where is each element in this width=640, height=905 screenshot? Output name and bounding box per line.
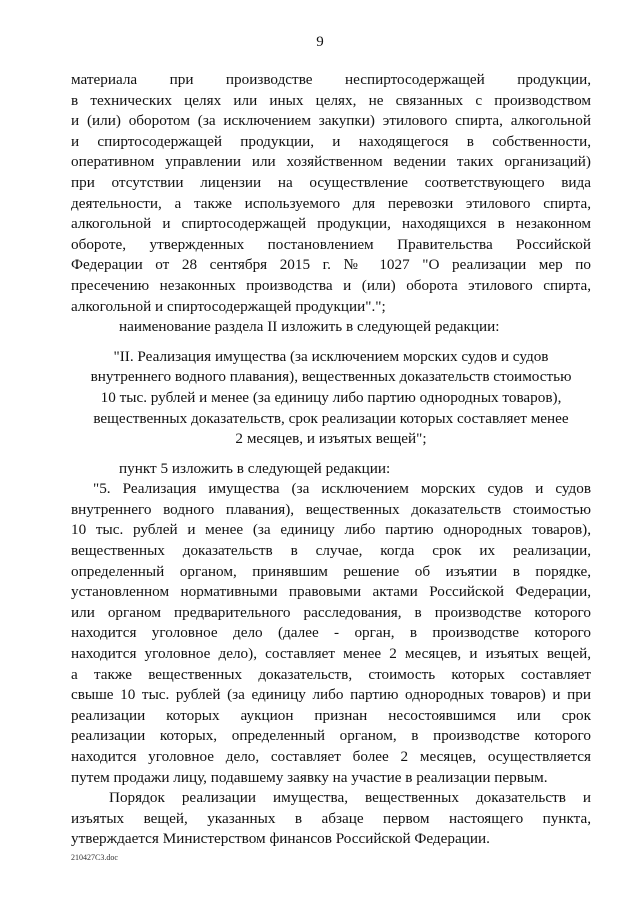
instruction-section-title: наименование раздела II изложить в следующей редакции: xyxy=(119,318,500,336)
text-line: находится уголовное дело), составляет менее 2 месяцев, и изъятых вещей, xyxy=(71,645,591,663)
text-line: при отсутствии лицензии на осуществление соответствующего вида xyxy=(71,173,591,191)
text-line: и спиртосодержащей продукции, и находящегося в собственности, xyxy=(71,132,591,150)
text-line: вещественных доказательств в случае, когда срок их реализации, xyxy=(71,542,591,560)
text-line: установленном нормативными правовыми актами Российской Федерации, xyxy=(71,583,591,601)
text-line: деятельности, а также используемого для перевозки этилового спирта, xyxy=(71,194,591,212)
text-line: алкогольной и спиртосодержащей продукции"."; xyxy=(71,297,386,315)
heading-line: 10 тыс. рублей и менее (за единицу либо партию однородных товаров), xyxy=(100,388,562,406)
text-line: а также вещественных доказательств, стоимость которых составляет xyxy=(71,665,591,683)
document-body xyxy=(71,70,591,850)
heading-line: внутреннего водного плавания), вещественных доказательств стоимостью xyxy=(90,368,572,386)
heading-line: вещественных доказательств, срок реализации которых составляет менее xyxy=(93,409,569,427)
text-line: или органом предварительного расследования, в производстве которого xyxy=(71,603,591,621)
text-line: реализации которых, определенный органом, в производстве которого xyxy=(71,727,591,745)
text-line: реализации которых аукцион признан несостоявшимся или срок xyxy=(71,706,591,724)
text-line: 10 тыс. рублей и менее (за единицу либо партию однородных товаров), xyxy=(71,521,591,539)
text-line: путем продажи лицу, подавшему заявку на участие в реализации первым. xyxy=(71,768,548,786)
text-line: Федерации от 28 сентября 2015 г. № 1027 "О реализации мер по xyxy=(71,256,591,274)
heading-line: "II. Реализация имущества (за исключением морских судов и судов xyxy=(113,347,549,365)
file-name-footer: 210427C3.doc xyxy=(71,853,118,862)
text-line: материала при производстве неспиртосодержащей продукции, xyxy=(71,71,591,88)
text-line: находится уголовное дело (далее - орган, в производстве которого xyxy=(71,624,591,642)
text-line: в технических целях или иных целях, не связанных с производством xyxy=(71,91,591,109)
text-line: изъятых вещей, указанных в абзаце первом настоящего пункта, xyxy=(71,809,591,827)
heading-line: 2 месяцев, и изъятых вещей"; xyxy=(235,430,427,448)
text-line: определенный органом, принявшим решение об изъятии в порядке, xyxy=(71,562,591,580)
text-line: Порядок реализации имущества, вещественных доказательств и xyxy=(109,789,591,807)
text-line: алкогольной и спиртосодержащей продукции, находящихся в незаконном xyxy=(71,215,591,233)
section-heading xyxy=(71,347,591,450)
text-line: обороте, утвержденных постановлением Правительства Российской xyxy=(71,235,591,253)
instruction-point-5: пункт 5 изложить в следующей редакции: xyxy=(119,459,391,477)
text-line: и (или) оборотом (за исключением закупки) этилового спирта, алкогольной xyxy=(71,112,591,130)
text-line: "5. Реализация имущества (за исключением морских судов и судов xyxy=(93,480,591,498)
paragraph-point-5 xyxy=(71,479,591,788)
page-number: 9 xyxy=(316,34,324,50)
paragraph-1 xyxy=(71,70,591,317)
text-line: внутреннего водного плавания), вещественных доказательств стоимостью xyxy=(71,500,591,518)
paragraph-order xyxy=(71,788,591,850)
text-line: свыше 10 тыс. рублей (за единицу либо партию однородных товаров) и при xyxy=(71,686,591,704)
text-line: оперативном управлении или хозяйственном ведении таких организаций) xyxy=(71,153,591,171)
text-line: пресечению незаконных производства и (или) оборота этилового спирта, xyxy=(71,276,591,294)
text-line: находится уголовное дело, составляет более 2 месяцев, осуществляется xyxy=(71,748,591,765)
text-line: утверждается Министерством финансов Российской Федерации. xyxy=(71,830,490,848)
